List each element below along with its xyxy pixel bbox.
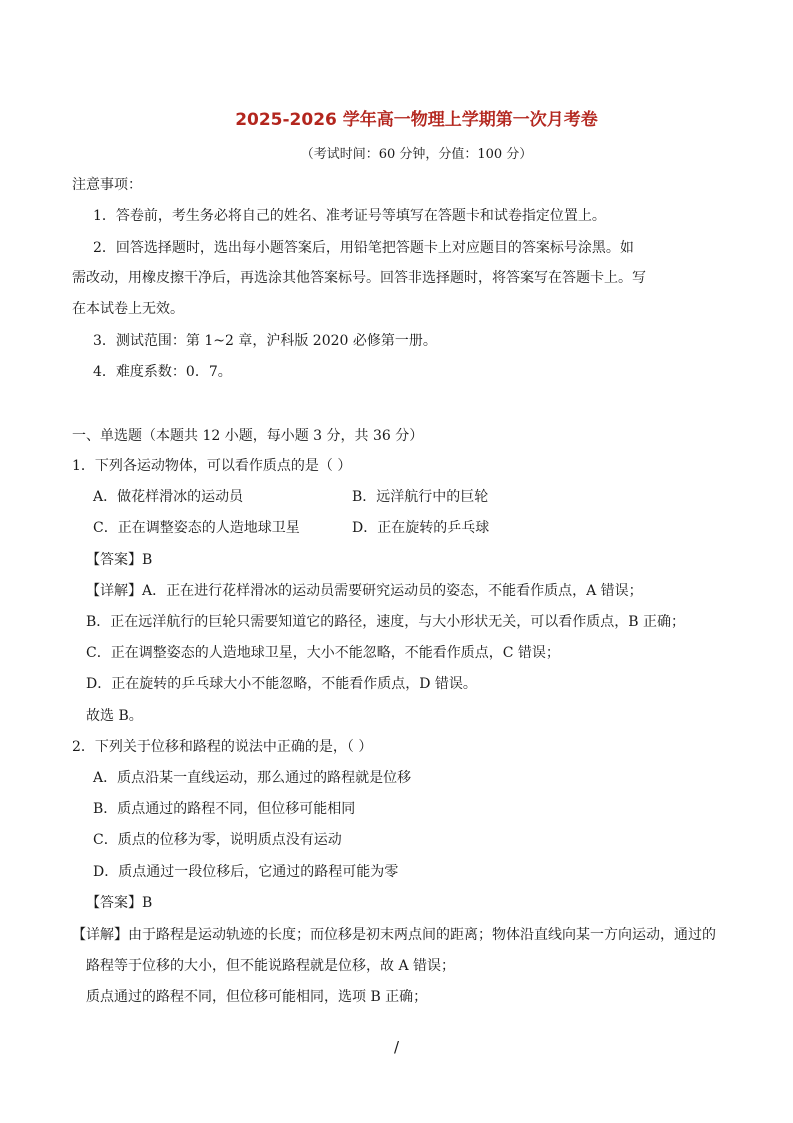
question-2-option-a: A．质点沿某一直线运动，那么通过的路程就是位移 — [93, 770, 412, 786]
question-2-explanation-2: 路程等于位移的大小，但不能说路程就是位移，故 A 错误； — [86, 958, 456, 974]
question-2-explanation-1: 【详解】由于路程是运动轨迹的长度；而位移是初末两点间的距离；物体沿直线向某一方向运动，通过的 — [72, 927, 716, 943]
notes-heading: 注意事项： — [72, 177, 142, 193]
exam-subtitle: （考试时间：60 分钟，分值：100 分） — [300, 147, 533, 162]
question-1-conclusion: 故选 B。 — [86, 708, 143, 724]
question-2-option-b: B．质点通过的路程不同，但位移可能相同 — [93, 801, 356, 817]
notes-item-4: 4．难度系数：0．7。 — [93, 364, 232, 380]
notes-item-2-line-1: 2．回答选择题时，选出每小题答案后，用铅笔把答题卡上对应题目的答案标号涂黑。如 — [93, 240, 634, 256]
exam-title: 2025-2026 学年高一物理上学期第一次月考卷 — [235, 110, 598, 130]
question-2-explanation-3: 质点通过的路程不同，但位移可能相同，选项 B 正确； — [86, 989, 428, 1005]
question-1-option-a: A．做花样滑冰的运动员 — [93, 489, 244, 505]
section-heading: 一、单选题（本题共 12 小题，每小题 3 分，共 36 分） — [72, 428, 424, 444]
question-1-option-c: C．正在调整姿态的人造地球卫星 — [93, 520, 300, 536]
question-1-stem: 1．下列各运动物体，可以看作质点的是（ ） — [72, 458, 352, 474]
question-1-explanation-2: B．正在远洋航行的巨轮只需要知道它的路径，速度，与大小形状无关，可以看作质点，B 正确； — [86, 614, 686, 630]
question-1-answer: 【答案】B — [86, 552, 153, 568]
notes-item-2-line-3: 在本试卷上无效。 — [72, 301, 184, 317]
notes-item-1: 1．答卷前，考生务必将自己的姓名、准考证号等填写在答题卡和试卷指定位置上。 — [93, 208, 606, 224]
question-2-stem: 2．下列关于位移和路程的说法中正确的是，（ ） — [72, 739, 373, 755]
page-number: / — [393, 1038, 400, 1056]
question-1-explanation-3: C．正在调整姿态的人造地球卫星，大小不能忽略，不能看作质点，C 错误； — [86, 645, 560, 661]
question-2-option-d: D．质点通过一段位移后，它通过的路程可能为零 — [93, 864, 399, 880]
question-2-answer: 【答案】B — [86, 895, 153, 911]
question-1-option-b: B．远洋航行中的巨轮 — [352, 489, 489, 505]
question-1-explanation-1: 【详解】A．正在进行花样滑冰的运动员需要研究运动员的姿态，不能看作质点，A 错误； — [86, 583, 643, 599]
question-1-explanation-4: D．正在旋转的乒乓球大小不能忽略，不能看作质点，D 错误。 — [86, 676, 477, 692]
notes-item-3: 3．测试范围：第 1~2 章，沪科版 2020 必修第一册。 — [93, 333, 437, 349]
notes-item-2-line-2: 需改动，用橡皮擦干净后，再选涂其他答案标号。回答非选择题时，将答案写在答题卡上。写 — [72, 270, 646, 286]
question-1-option-d: D．正在旋转的乒乓球 — [352, 520, 490, 536]
question-2-option-c: C．质点的位移为零，说明质点没有运动 — [93, 832, 342, 848]
